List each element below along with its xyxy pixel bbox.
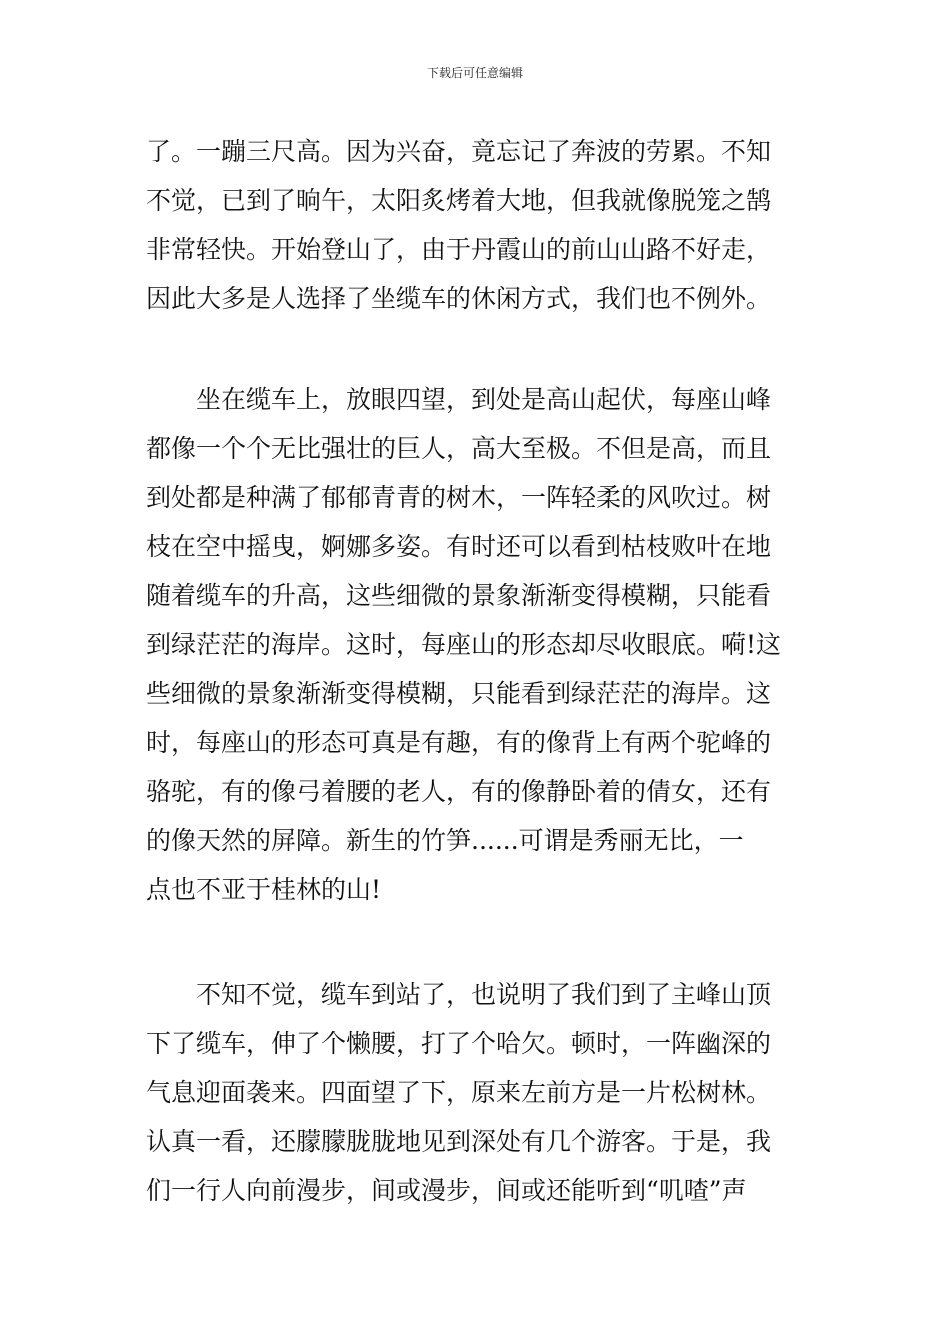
text-line: 不知不觉，缆车到站了，也说明了我们到了主峰山顶 [196, 980, 772, 1009]
text-line: 坐在缆车上，放眼四望，到处是高山起伏，每座山峰 [196, 385, 772, 414]
text-line: 些细微的景象渐渐变得模糊，只能看到绿茫茫的海岸。这 [146, 679, 772, 708]
text-line: 都像一个个无比强壮的巨人，高大至极。不但是高，而且 [146, 434, 772, 463]
text-line: 非常轻快。开始登山了，由于丹霞山的前山山路不好走， [146, 235, 772, 264]
text-line: 因此大多是人选择了坐缆车的休闲方式，我们也不例外。 [146, 284, 772, 313]
text-line: 点也不亚于桂林的山! [146, 875, 382, 904]
paragraph-3 [146, 970, 808, 1215]
text-line: 时，每座山的形态可真是有趣，有的像背上有两个驼峰的 [146, 728, 772, 757]
paragraph-1 [146, 127, 808, 323]
text-line: 骆驼，有的像弓着腰的老人，有的像静卧着的倩女，还有 [146, 777, 772, 806]
text-line: 随着缆车的升高，这些细微的景象渐渐变得模糊，只能看 [146, 581, 772, 610]
text-line: 气息迎面袭来。四面望了下，原来左前方是一片松树林。 [146, 1078, 772, 1107]
text-line: 不觉，已到了晌午，太阳炙烤着大地，但我就像脱笼之鹄 [146, 186, 772, 215]
text-line: 的像天然的屏障。新生的竹笋......可谓是秀丽无比，一 [146, 826, 744, 855]
text-line: 到绿茫茫的海岸。这时，每座山的形态却尽收眼底。嗬!这 [146, 630, 782, 659]
text-line: 们一行人向前漫步，间或漫步，间或还能听到“叽喳”声 [146, 1176, 747, 1205]
text-line: 枝在空中摇曳，婀娜多姿。有时还可以看到枯枝败叶在地 [146, 532, 772, 561]
text-line: 下了缆车，伸了个懒腰，打了个哈欠。顿时，一阵幽深的 [146, 1029, 772, 1058]
paragraph-2 [146, 375, 808, 914]
page-header: 下载后可任意编辑 [426, 66, 523, 80]
text-line: 到处都是种满了郁郁青青的树木，一阵轻柔的风吹过。树 [146, 483, 772, 512]
text-line: 了。一蹦三尺高。因为兴奋，竟忘记了奔波的劳累。不知 [146, 137, 772, 166]
text-line: 认真一看，还朦朦胧胧地见到深处有几个游客。于是，我 [146, 1127, 772, 1156]
